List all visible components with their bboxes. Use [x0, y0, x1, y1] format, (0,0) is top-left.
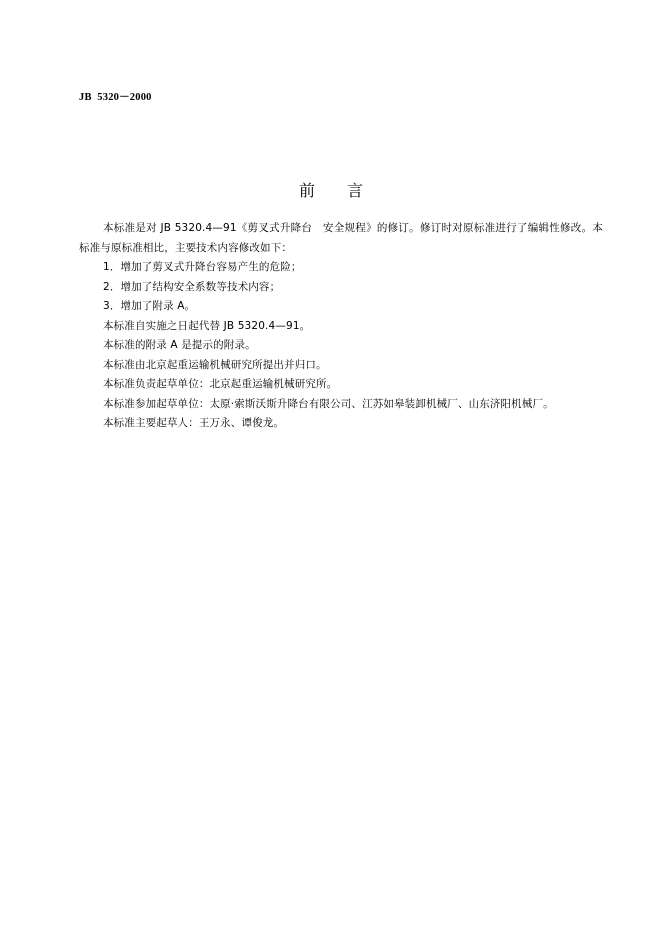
- paragraph-replacement: 本标准自实施之日起代替 JB 5320.4—91。: [103, 319, 311, 332]
- paragraph-appendix: 本标准的附录 A 是提示的附录。: [103, 339, 256, 351]
- foreword-body: [79, 219, 603, 434]
- paragraph-proposer: 本标准由北京起重运输机械研究所提出并归口。: [103, 358, 327, 371]
- paragraph-item-3: 3．增加了附录 A。: [103, 300, 196, 312]
- standard-code: JB 5320－2000: [79, 92, 152, 103]
- page-title: 前 言: [298, 181, 363, 200]
- paragraph-main-drafters: 本标准主要起草人：王万永、谭俊龙。: [103, 417, 285, 429]
- paragraph-item-2: 2．增加了结构安全系数等技术内容；: [103, 280, 281, 293]
- paragraph-intro: 本标准是对 JB 5320.4—91《剪叉式升降台 安全规程》的修订。修订时对原标准进行了编辑性修改。本标准与原标准相比，主要技术内容修改如下：: [79, 222, 603, 254]
- paragraph-participating-drafters: 本标准参加起草单位：太原·索斯沃斯升降台有限公司、江苏如皋装卸机械厂、山东济阳机械厂。: [103, 397, 554, 410]
- paragraph-responsible-drafter: 本标准负责起草单位：北京起重运输机械研究所。: [103, 378, 338, 390]
- paragraph-item-1: 1．增加了剪叉式升降台容易产生的危险；: [103, 261, 302, 273]
